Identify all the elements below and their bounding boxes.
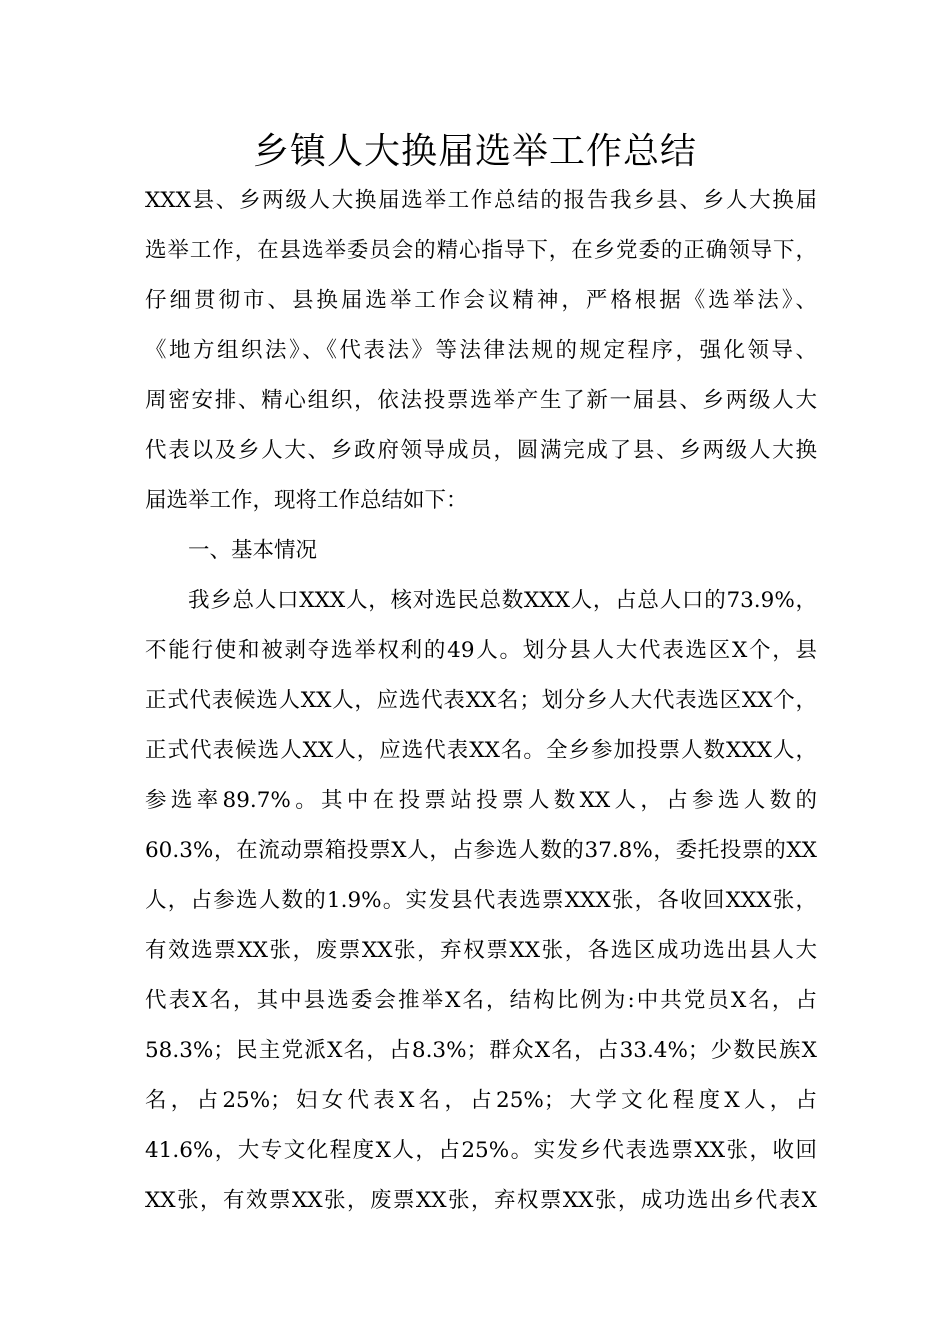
body-line: 正式代表候选人XX人，应选代表XX名；划分乡人大代表选区XX个，	[145, 688, 817, 713]
body-line: 代表X名，其中县选委会推举X名，结构比例为:中共党员X名，占	[145, 988, 817, 1013]
body-line: 有效选票XX张，废票XX张，弃权票XX张，各选区成功选出县人大	[145, 938, 817, 963]
body-line: 选举工作，在县选举委员会的精心指导下，在乡党委的正确领导下，	[145, 238, 817, 263]
body-line: 人，占参选人数的1.9%。实发县代表选票XXX张，各收回XXX张，	[145, 888, 817, 913]
body-line: 58.3%；民主党派X名，占8.3%；群众X名，占33.4%；少数民族X	[145, 1038, 817, 1063]
body-line: XX张，有效票XX张，废票XX张，弃权票XX张，成功选出乡代表X	[145, 1188, 817, 1213]
body-line: 不能行使和被剥夺选举权利的49人。划分县人大代表选区X个，县	[145, 638, 817, 663]
body-line: 正式代表候选人XX人，应选代表XX名。全乡参加投票人数XXX人，	[145, 738, 817, 763]
body-line: 60.3%，在流动票箱投票X人，占参选人数的37.8%，委托投票的XX	[145, 838, 817, 863]
body-line: 代表以及乡人大、乡政府领导成员，圆满完成了县、乡两级人大换	[145, 438, 817, 463]
body-line: 仔细贯彻市、县换届选举工作会议精神，严格根据《选举法》、	[145, 288, 817, 313]
body-line: 我乡总人口XXX人，核对选民总数XXX人，占总人口的73.9%，	[188, 588, 817, 613]
document-body	[145, 176, 817, 1226]
section-heading: 一、基本情况	[188, 538, 318, 563]
body-line: 届选举工作，现将工作总结如下：	[145, 488, 468, 513]
body-line: 《地方组织法》、《代表法》等法律法规的规定程序，强化领导、	[145, 338, 817, 363]
body-line: 参选率89.7%。其中在投票站投票人数XX人，占参选人数的	[145, 788, 817, 813]
body-line: 名，占25%；妇女代表X名，占25%；大学文化程度X人，占	[145, 1088, 817, 1113]
document-title: 乡镇人大换届选举工作总结	[252, 131, 697, 172]
body-line: XXX县、乡两级人大换届选举工作总结的报告我乡县、乡人大换届	[145, 188, 817, 213]
body-line: 周密安排、精心组织，依法投票选举产生了新一届县、乡两级人大	[145, 388, 817, 413]
body-line: 41.6%，大专文化程度X人，占25%。实发乡代表选票XX张，收回	[145, 1138, 817, 1163]
